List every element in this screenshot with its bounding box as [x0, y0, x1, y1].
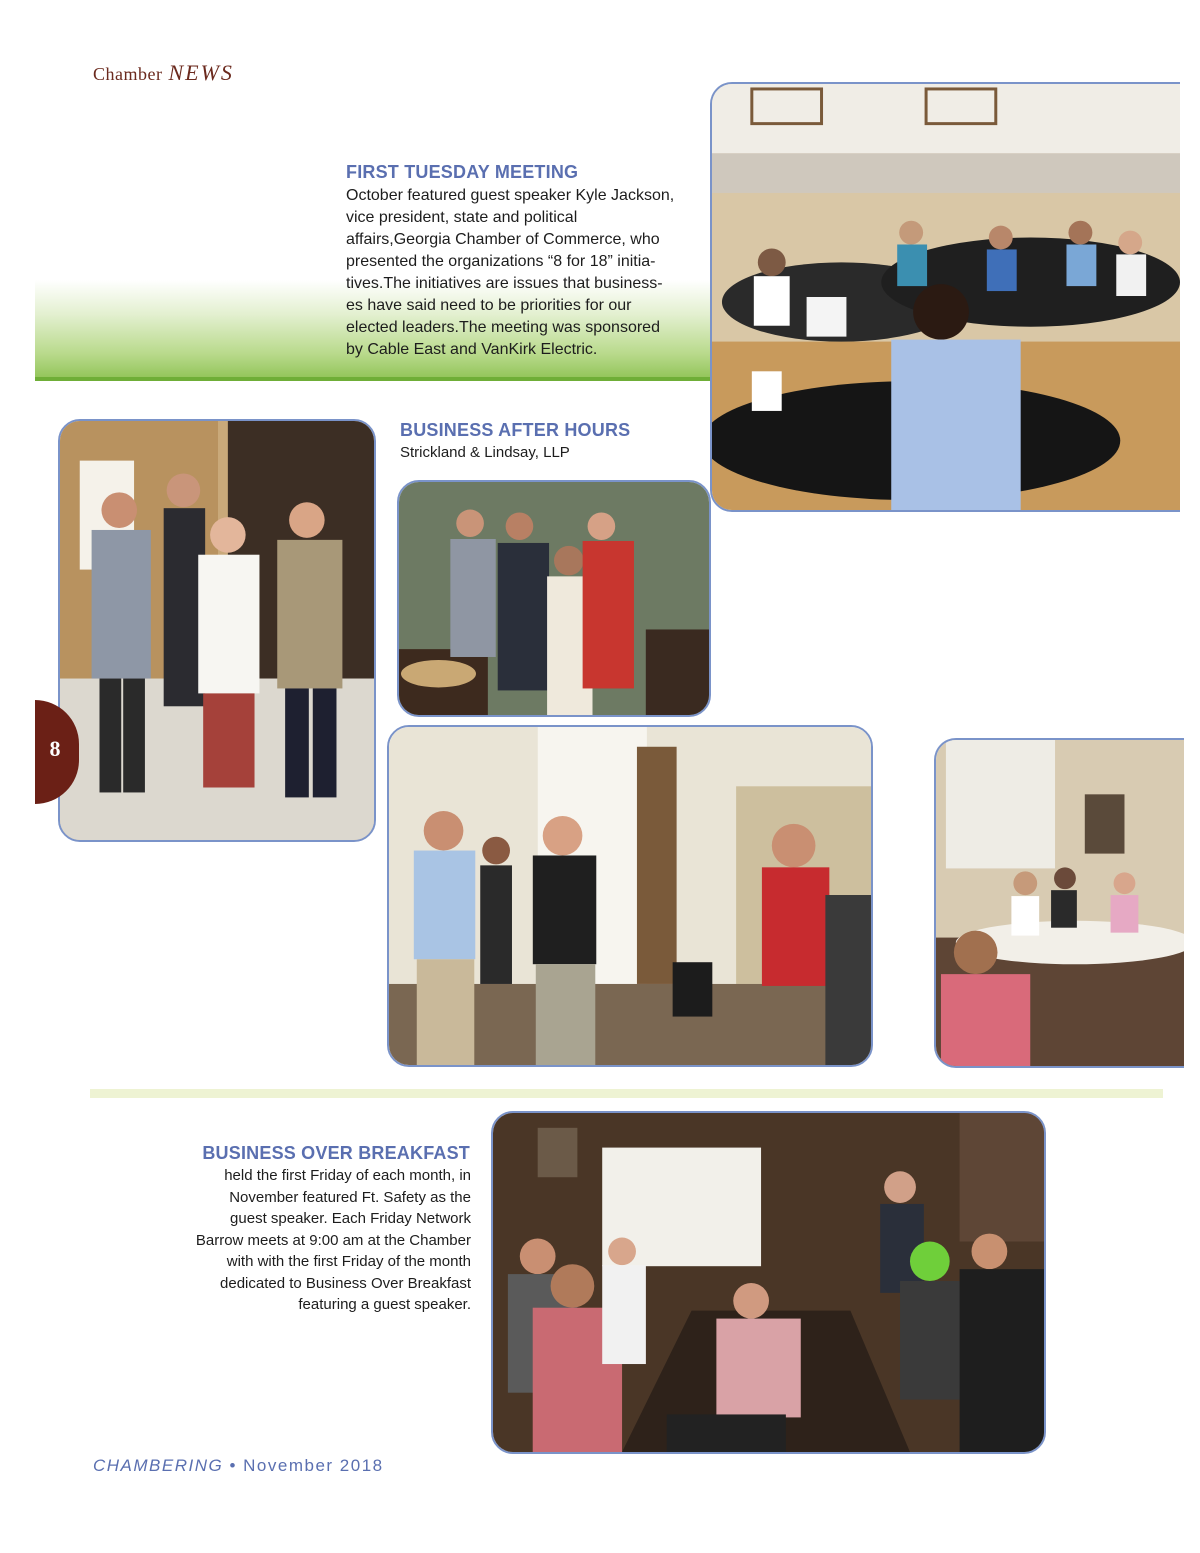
first-tuesday-line: vice president, state and political: [346, 209, 578, 226]
first-tuesday-line: es have said need to be priorities for our: [346, 297, 632, 314]
first-tuesday-line: October featured guest speaker Kyle Jackson,: [346, 187, 675, 204]
green-rule: [35, 377, 715, 381]
business-over-breakfast-body: [130, 1165, 471, 1316]
business-after-hours-host: Strickland & Lindsay, LLP: [400, 444, 570, 461]
breakfast-line: held the first Friday of each month, in: [224, 1167, 471, 1184]
dining-room-photo: [934, 738, 1184, 1068]
footer-separator: •: [229, 1456, 237, 1475]
footer-publication: CHAMBERING: [93, 1456, 224, 1475]
business-after-hours-title: BUSINESS AFTER HOURS: [400, 420, 631, 440]
group-portrait-photo: [58, 419, 376, 842]
breakfast-line: guest speaker. Each Friday Network: [230, 1210, 471, 1227]
gym-meeting-photo: [710, 82, 1180, 512]
breakfast-line: featuring a guest speaker.: [298, 1296, 471, 1313]
breakfast-line: November featured Ft. Safety as the: [229, 1188, 471, 1206]
first-tuesday-line: tives.The initiatives are issues that business-: [346, 275, 663, 292]
section-divider: [90, 1089, 1163, 1098]
first-tuesday-title: FIRST TUESDAY MEETING: [346, 162, 579, 182]
first-tuesday-line: affairs,Georgia Chamber of Commerce, who: [346, 231, 660, 248]
first-tuesday-line: elected leaders.The meeting was sponsored: [346, 319, 660, 336]
business-over-breakfast-title: BUSINESS OVER BREAKFAST: [202, 1143, 470, 1163]
header-news-word: NEWS: [168, 60, 234, 85]
page-number: 8: [49, 736, 61, 761]
page-footer: [93, 1456, 384, 1476]
hallway-networking-photo: [387, 725, 873, 1067]
breakfast-meeting-photo: [491, 1111, 1046, 1454]
header-chamber-word: Chamber: [93, 64, 163, 84]
first-tuesday-body: [346, 185, 691, 361]
breakfast-line: dedicated to Business Over Breakfast: [220, 1274, 471, 1292]
first-tuesday-line: by Cable East and VanKirk Electric.: [346, 341, 598, 358]
first-tuesday-line: presented the organizations “8 for 18” initia-: [346, 253, 656, 270]
breakfast-line: with with the first Friday of the month: [226, 1253, 471, 1270]
footer-date: November 2018: [243, 1456, 384, 1475]
magazine-header: [93, 60, 234, 86]
after-hours-group-photo: [397, 480, 711, 717]
breakfast-line: Barrow meets at 9:00 am at the Chamber: [195, 1231, 471, 1249]
